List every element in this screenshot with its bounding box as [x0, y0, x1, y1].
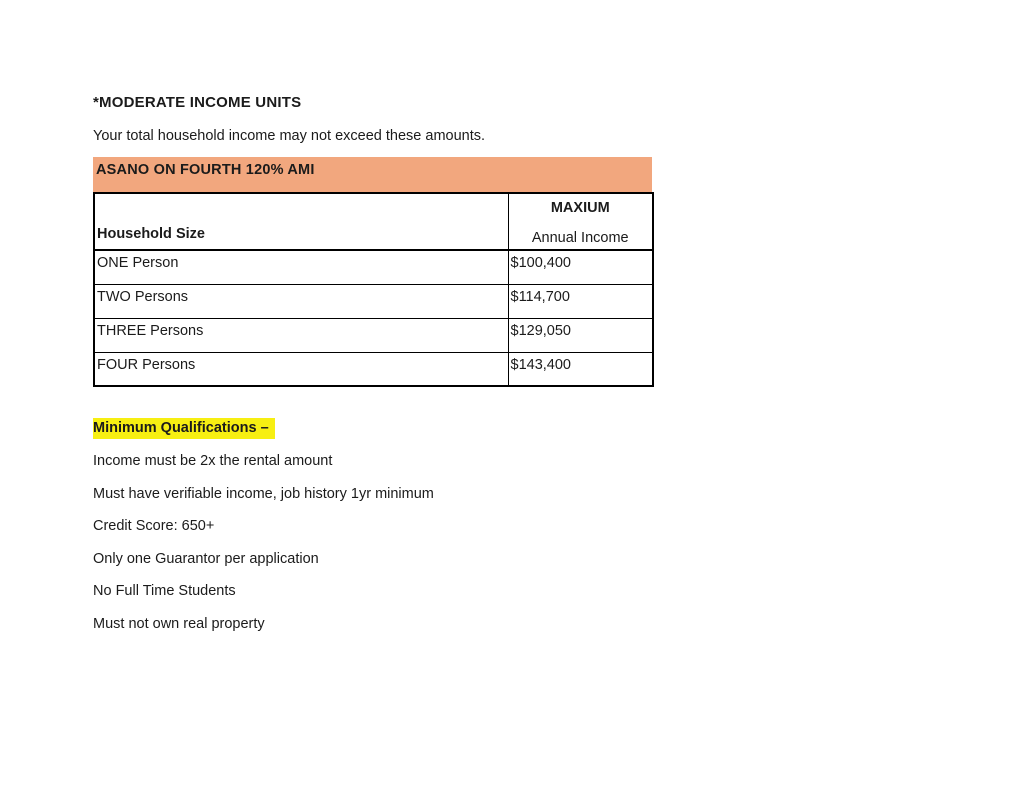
- qualifications-list: [93, 451, 434, 646]
- annual-income-cell: $100,400: [508, 250, 653, 284]
- qualification-item: Income must be 2x the rental amount: [93, 453, 333, 469]
- annual-income-label: Annual Income: [531, 230, 629, 246]
- maxium-label: MAXIUM: [550, 200, 610, 216]
- yellow-highlight: Minimum Qualifications –: [93, 418, 275, 439]
- qualification-item: Must have verifiable income, job history 1yr minimum: [93, 485, 434, 502]
- minimum-qualifications-heading: [93, 418, 275, 439]
- qualification-item: Credit Score: 650+: [93, 518, 215, 534]
- table-row: [94, 250, 653, 284]
- annual-income-cell: $114,700: [508, 284, 653, 318]
- annual-income-cell: $129,050: [508, 318, 653, 352]
- income-limits-table: [93, 192, 654, 387]
- income-limit-intro-text: Your total household income may not exceed these amounts.: [93, 128, 486, 144]
- household-size-cell: TWO Persons: [94, 284, 508, 318]
- table-title-banner: ASANO ON FOURTH 120% AMI: [93, 157, 652, 192]
- table-row: [94, 318, 653, 352]
- household-size-cell: ONE Person: [94, 250, 508, 284]
- qualification-item: No Full Time Students: [93, 583, 236, 599]
- household-size-column-header: Household Size: [94, 193, 508, 250]
- maxium-annual-income-column-header: [508, 193, 653, 250]
- table-header-row: [94, 193, 653, 250]
- household-size-cell: THREE Persons: [94, 318, 508, 352]
- qualification-item: Only one Guarantor per application: [93, 550, 319, 567]
- qualification-item: Must not own real property: [93, 615, 265, 632]
- table-row: [94, 284, 653, 318]
- household-size-cell: FOUR Persons: [94, 352, 508, 386]
- moderate-income-units-heading: *MODERATE INCOME UNITS: [93, 94, 302, 111]
- table-row: [94, 352, 653, 386]
- annual-income-cell: $143,400: [508, 352, 653, 386]
